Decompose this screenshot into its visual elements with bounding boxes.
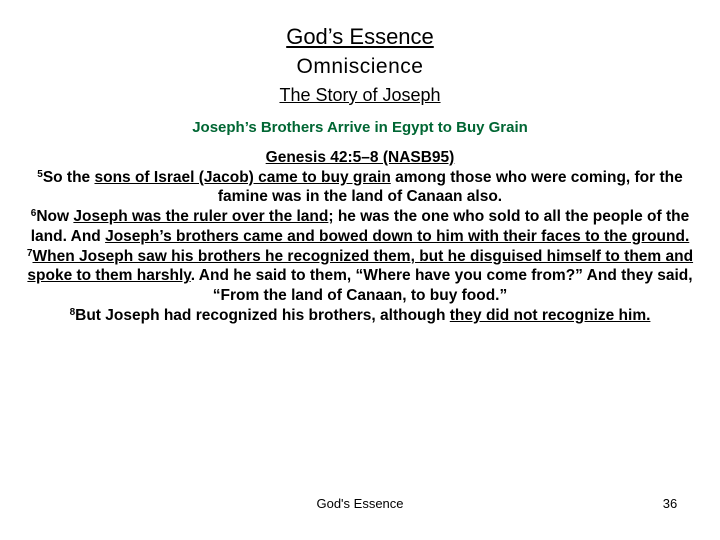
scripture-passage — [14, 148, 706, 325]
verse-5 — [14, 168, 706, 207]
verse-text-underlined: Joseph was the ruler over the land — [73, 208, 329, 226]
verse-6 — [14, 207, 706, 246]
section-heading: Joseph’s Brothers Arrive in Egypt to Buy Grain — [192, 119, 528, 136]
verse-number: 5 — [37, 168, 43, 180]
slide-number: 36 — [662, 496, 678, 511]
scripture-reference: Genesis 42:5–8 (NASB95) — [265, 149, 455, 166]
verse-text: ; he was the one who sold to all the people of the land. And — [30, 208, 690, 245]
verse-text: So the — [42, 168, 95, 186]
slide-subtitle: Omniscience — [296, 55, 424, 78]
verse-text: . And he said to them, “Where have you come from?” And they said, “From the land of Canaan, to buy food.” — [190, 267, 693, 304]
verse-text-underlined: sons of Israel (Jacob) came to buy grain — [94, 168, 391, 186]
verse-text: Now — [36, 208, 74, 226]
verse-text: among those who were coming, for the famine was in the land of Canaan also. — [217, 168, 683, 206]
verse-number: 7 — [26, 247, 33, 259]
slide-title: God’s Essence — [286, 24, 434, 49]
verse-number: 8 — [69, 306, 76, 318]
section-title: The Story of Joseph — [279, 85, 441, 105]
verse-text-underlined: Joseph’s brothers came and bowed down to him with their faces to the ground. — [105, 227, 690, 245]
verse-text: But Joseph had recognized his brothers, although — [75, 306, 450, 324]
verse-8 — [14, 306, 706, 326]
verse-text-underlined: they did not recognize him. — [449, 306, 651, 324]
verse-text-underlined: When Joseph saw his brothers he recognized them, but he disguised himself to them and spoke to them harshly — [27, 247, 694, 285]
verse-number: 6 — [30, 208, 37, 220]
verse-7 — [14, 247, 706, 306]
footer-title: God's Essence — [316, 496, 404, 511]
